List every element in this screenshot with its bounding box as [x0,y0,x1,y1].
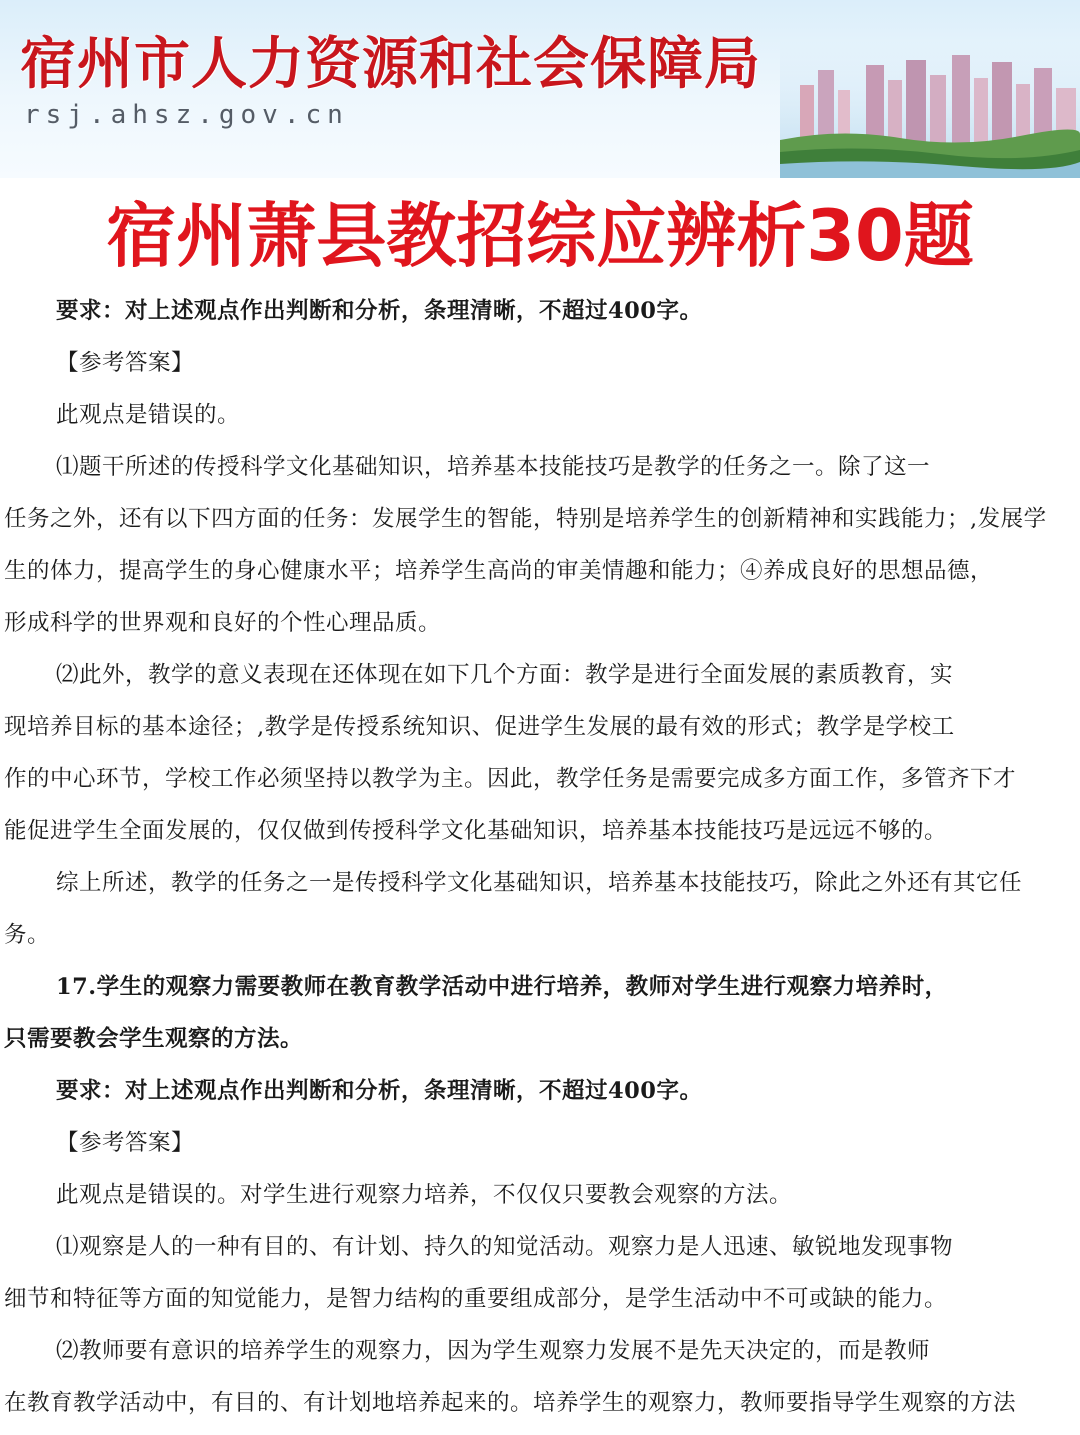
paragraph-line: ⑵此外，教学的意义表现在还体现在如下几个方面：教学是进行全面发展的素质教育，实 [56,662,954,688]
paragraph-line: 细节和特征等方面的知觉能力，是智力结构的重要组成部分，是学生活动中不可或缺的能力。 [4,1286,948,1312]
paragraph-line: 务。 [4,922,51,948]
paragraph-line: 综上所述，教学的任务之一是传授科学文化基础知识，培养基本技能技巧，除此之外还有其它任 [56,870,1023,896]
requirement-line: 要求：对上述观点作出判断和分析，条理清晰，不超过400字。 [56,1078,703,1104]
paragraph-line: 能促进学生全面发展的，仅仅做到传授科学文化基础知识，培养基本技能技巧是远远不够的。 [4,818,948,844]
paragraph-line: ⑴题干所述的传授科学文化基础知识，培养基本技能技巧是教学的任务之一。除了这一 [56,454,931,480]
answer-verdict: 此观点是错误的。对学生进行观察力培养，不仅仅只要教会观察的方法。 [56,1182,793,1208]
paragraph-line: 形成科学的世界观和良好的个性心理品质。 [4,610,442,636]
reference-answer-label: 【参考答案】 [56,1130,195,1156]
paragraph-line: 作的中心环节，学校工作必须坚持以教学为主。因此，教学任务是需要完成多方面工作，多管齐下才 [4,766,1017,792]
paragraph-line: 在教育教学活动中，有目的、有计划地培养起来的。培养学生的观察力，教师要指导学生观察的方法 [4,1390,1017,1416]
question-17 [0,961,1080,1065]
paragraph-line: 17.学生的观察力需要教师在教育教学活动中进行培养，教师对学生进行观察力培养时， [56,974,948,1000]
organization-name: 宿州市人力资源和社会保障局 [20,32,761,97]
website-url: rsj.ahsz.gov.cn [24,100,349,130]
answer-paragraph-2 [0,649,1080,857]
answer-summary [0,857,1080,961]
city-skyline-image [780,40,1080,178]
paragraph-line: ⑴观察是人的一种有目的、有计划、持久的知觉活动。观察力是人迅速、敏锐地发现事物 [56,1234,954,1260]
reference-answer-label: 【参考答案】 [56,350,195,376]
answer-paragraph-1 [0,441,1080,649]
document-body [0,285,1080,1429]
answer-verdict: 此观点是错误的。 [56,402,241,428]
paragraph-line: 生的体力，提高学生的身心健康水平；培养学生高尚的审美情趣和能力；④养成良好的思想品德， [4,558,994,584]
paragraph-line: 现培养目标的基本途径；,教学是传授系统知识、促进学生发展的最有效的形式；教学是学校工 [4,714,955,740]
paragraph-line: ⑵教师要有意识的培养学生的观察力，因为学生观察力发展不是先天决定的，而是教师 [56,1338,931,1364]
header-banner [0,0,1080,178]
answer-paragraph-1 [0,1221,1080,1325]
requirement-line: 要求：对上述观点作出判断和分析，条理清晰，不超过400字。 [56,298,703,324]
paragraph-line: 任务之外，还有以下四方面的任务：发展学生的智能，特别是培养学生的创新精神和实践能力；,发展学 [4,506,1047,532]
page-title: 宿州萧县教招综应辨析30题 [106,195,974,277]
answer-paragraph-2 [0,1325,1080,1429]
paragraph-line: 只需要教会学生观察的方法。 [4,1026,304,1052]
